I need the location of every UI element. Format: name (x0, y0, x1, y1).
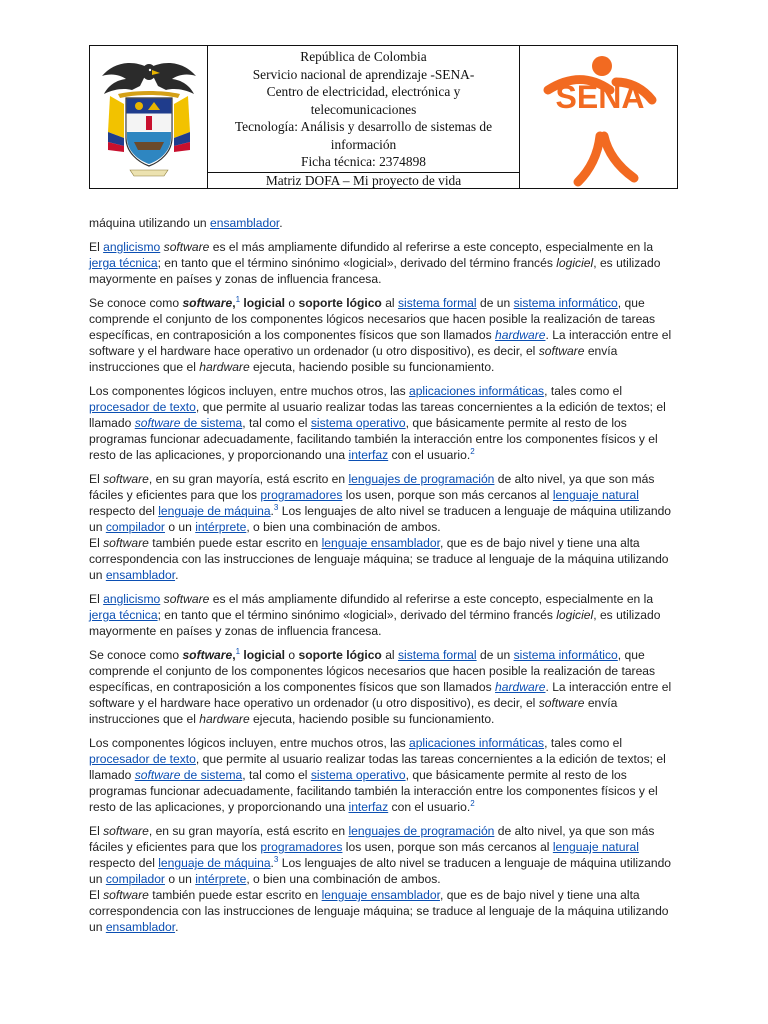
header-line: Tecnología: Análisis y desarrollo de sistemas de (234, 119, 493, 134)
link-procesador-de-texto[interactable]: procesador de texto (89, 752, 196, 766)
link-interfaz[interactable]: interfaz (348, 448, 389, 462)
sena-logo-icon (520, 46, 678, 189)
header-line: Ficha técnica: 2374898 (301, 154, 426, 169)
paragraph: El anglicismo software es el más ampliamente difundido al referirse a este concepto, especialmente en la jerga técnica; en tanto que el término sinónimo «logicial», derivado del término francés logiciel, es utilizado mayormente en países y zonas de influencia francesa. (89, 240, 661, 286)
sena-logo-text: SENA (555, 79, 645, 115)
link-lenguaje-de-maquina[interactable]: lenguaje de máquina (158, 504, 271, 518)
link-jerga-tecnica[interactable]: jerga técnica (89, 256, 158, 270)
paragraph: máquina utilizando un ensamblador. (89, 216, 283, 230)
link-jerga-tecnica[interactable]: jerga técnica (89, 608, 158, 622)
link-software-de-sistema[interactable]: software de sistema (134, 416, 243, 430)
link-sistema-informatico[interactable]: sistema informático (513, 296, 618, 310)
paragraph: Los componentes lógicos incluyen, entre muchos otros, las aplicaciones informáticas, tales como el procesador de texto, que permite al usuario realizar todas las tareas concernientes a la edición de textos; el llamado software de sistema, tal como el sistema operativo, que básicamente permite al resto de los programas funcionar adecuadamente, facilitando también la interacción entre los componentes físicos y el resto de las aplicaciones, y proporcionando una interfaz con el usuario.$^2$ (89, 736, 666, 814)
footnote-ref[interactable]: 1 (235, 294, 241, 304)
link-lenguaje-natural[interactable]: lenguaje natural (552, 840, 639, 854)
document-body (89, 215, 679, 943)
paragraph: El anglicismo software es el más ampliamente difundido al referirse a este concepto, especialmente en la jerga técnica; en tanto que el término sinónimo «logicial», derivado del término francés logiciel, es utilizado mayormente en países y zonas de influencia francesa. (89, 592, 661, 638)
header-title-block (208, 46, 520, 172)
header-line: República de Colombia (300, 49, 427, 64)
paragraph: El software, en su gran mayoría, está escrito en lenguajes de programación de alto nivel, ya que son más fáciles y eficientes para que los programadores los usen, porque son más cercanos al lenguaje natural respecto del lenguaje de máquina.$^3$ Los lenguajes de alto nivel se traducen a lenguaje de máquina utilizando un compilador o un intérprete, o bien una combinación de ambos. (89, 472, 672, 534)
link-interprete[interactable]: intérprete (195, 872, 247, 886)
paragraph: Se conoce como software,$^1$ logicial o soporte lógico al sistema formal de un sistema informático, que comprende el conjunto de los componentes lógicos necesarios que hacen posible la realización de tareas específicas, en contraposición a los componentes físicos que son llamados hardware. La interacción entre el software y el hardware hace operativo un ordenador (u otro dispositivo), es decir, el software envía instrucciones que el hardware ejecuta, haciendo posible su funcionamiento. (89, 646, 672, 726)
link-lenguaje-ensamblador[interactable]: lenguaje ensamblador (321, 536, 440, 550)
header-line: Centro de electricidad, electrónica y (266, 84, 461, 99)
header-line: información (330, 136, 397, 152)
link-sistema-informatico[interactable]: sistema informático (513, 648, 618, 662)
link-sistema-operativo[interactable]: sistema operativo (310, 416, 406, 430)
footnote-ref[interactable]: 3 (273, 854, 279, 864)
link-ensamblador[interactable]: ensamblador (105, 568, 176, 582)
header-table (89, 45, 678, 189)
document-subtitle: Matriz DOFA – Mi proyecto de vida (208, 172, 520, 189)
header-line: telecomunicaciones (310, 101, 417, 117)
link-software-de-sistema[interactable]: software de sistema (134, 768, 243, 782)
footnote-ref[interactable]: 2 (470, 446, 475, 456)
link-lenguaje-ensamblador[interactable]: lenguaje ensamblador (321, 888, 440, 902)
link-compilador[interactable]: compilador (105, 872, 165, 886)
link-sistema-formal[interactable]: sistema formal (397, 648, 477, 662)
link-interfaz[interactable]: interfaz (348, 800, 389, 814)
paragraph: Se conoce como software,$^1$ logicial o soporte lógico al sistema formal de un sistema informático, que comprende el conjunto de los componentes lógicos necesarios que hacen posible la realización de tareas específicas, en contraposición a los componentes físicos que son llamados hardware. La interacción entre el software y el hardware hace operativo un ordenador (u otro dispositivo), es decir, el software envía instrucciones que el hardware ejecuta, haciendo posible su funcionamiento. (89, 294, 672, 374)
link-aplicaciones-informaticas[interactable]: aplicaciones informáticas (408, 736, 545, 750)
link-anglicismo[interactable]: anglicismo (103, 240, 161, 254)
link-programadores[interactable]: programadores (260, 840, 343, 854)
footnote-ref[interactable]: 1 (235, 646, 241, 656)
coat-of-arms-colombia-icon (90, 46, 208, 189)
link-lenguaje-natural[interactable]: lenguaje natural (552, 488, 639, 502)
paragraph: El software también puede estar escrito en lenguaje ensamblador, que es de bajo nivel y tiene una alta correspondencia con las instrucciones de lenguaje máquina; se traduce al lenguaje de la máquina utilizando un ensamblador. (89, 888, 669, 934)
footnote-ref[interactable]: 3 (273, 502, 279, 512)
link-lenguajes-de-programacion[interactable]: lenguajes de programación (348, 472, 495, 486)
paragraph: El software, en su gran mayoría, está escrito en lenguajes de programación de alto nivel, ya que son más fáciles y eficientes para que los programadores los usen, porque son más cercanos al lenguaje natural respecto del lenguaje de máquina.$^3$ Los lenguajes de alto nivel se traducen a lenguaje de máquina utilizando un compilador o un intérprete, o bien una combinación de ambos. (89, 824, 672, 886)
paragraph: Los componentes lógicos incluyen, entre muchos otros, las aplicaciones informáticas, tales como el procesador de texto, que permite al usuario realizar todas las tareas concernientes a la edición de textos; el llamado software de sistema, tal como el sistema operativo, que básicamente permite al resto de los programas funcionar adecuadamente, facilitando también la interacción entre los componentes físicos y el resto de las aplicaciones, y proporcionando una interfaz con el usuario.$^2$ (89, 384, 666, 462)
link-anglicismo[interactable]: anglicismo (103, 592, 161, 606)
link-lenguaje-de-maquina[interactable]: lenguaje de máquina (158, 856, 271, 870)
paragraph: El software también puede estar escrito en lenguaje ensamblador, que es de bajo nivel y tiene una alta correspondencia con las instrucciones de lenguaje máquina; se traduce al lenguaje de la máquina utilizando un ensamblador. (89, 536, 669, 582)
sena-logo-cell (520, 46, 678, 189)
link-programadores[interactable]: programadores (260, 488, 343, 502)
link-hardware[interactable]: hardware (495, 680, 546, 694)
link-ensamblador[interactable]: ensamblador (210, 216, 280, 230)
link-interprete[interactable]: intérprete (195, 520, 247, 534)
link-sistema-formal[interactable]: sistema formal (397, 296, 477, 310)
footnote-ref[interactable]: 2 (470, 798, 475, 808)
link-aplicaciones-informaticas[interactable]: aplicaciones informáticas (408, 384, 545, 398)
coat-of-arms-cell (90, 46, 208, 189)
link-procesador-de-texto[interactable]: procesador de texto (89, 400, 196, 414)
link-hardware[interactable]: hardware (495, 328, 546, 342)
header-line: Servicio nacional de aprendizaje -SENA- (252, 66, 475, 82)
link-compilador[interactable]: compilador (105, 520, 165, 534)
link-ensamblador[interactable]: ensamblador (105, 920, 176, 934)
link-sistema-operativo[interactable]: sistema operativo (310, 768, 406, 782)
link-lenguajes-de-programacion[interactable]: lenguajes de programación (348, 824, 495, 838)
